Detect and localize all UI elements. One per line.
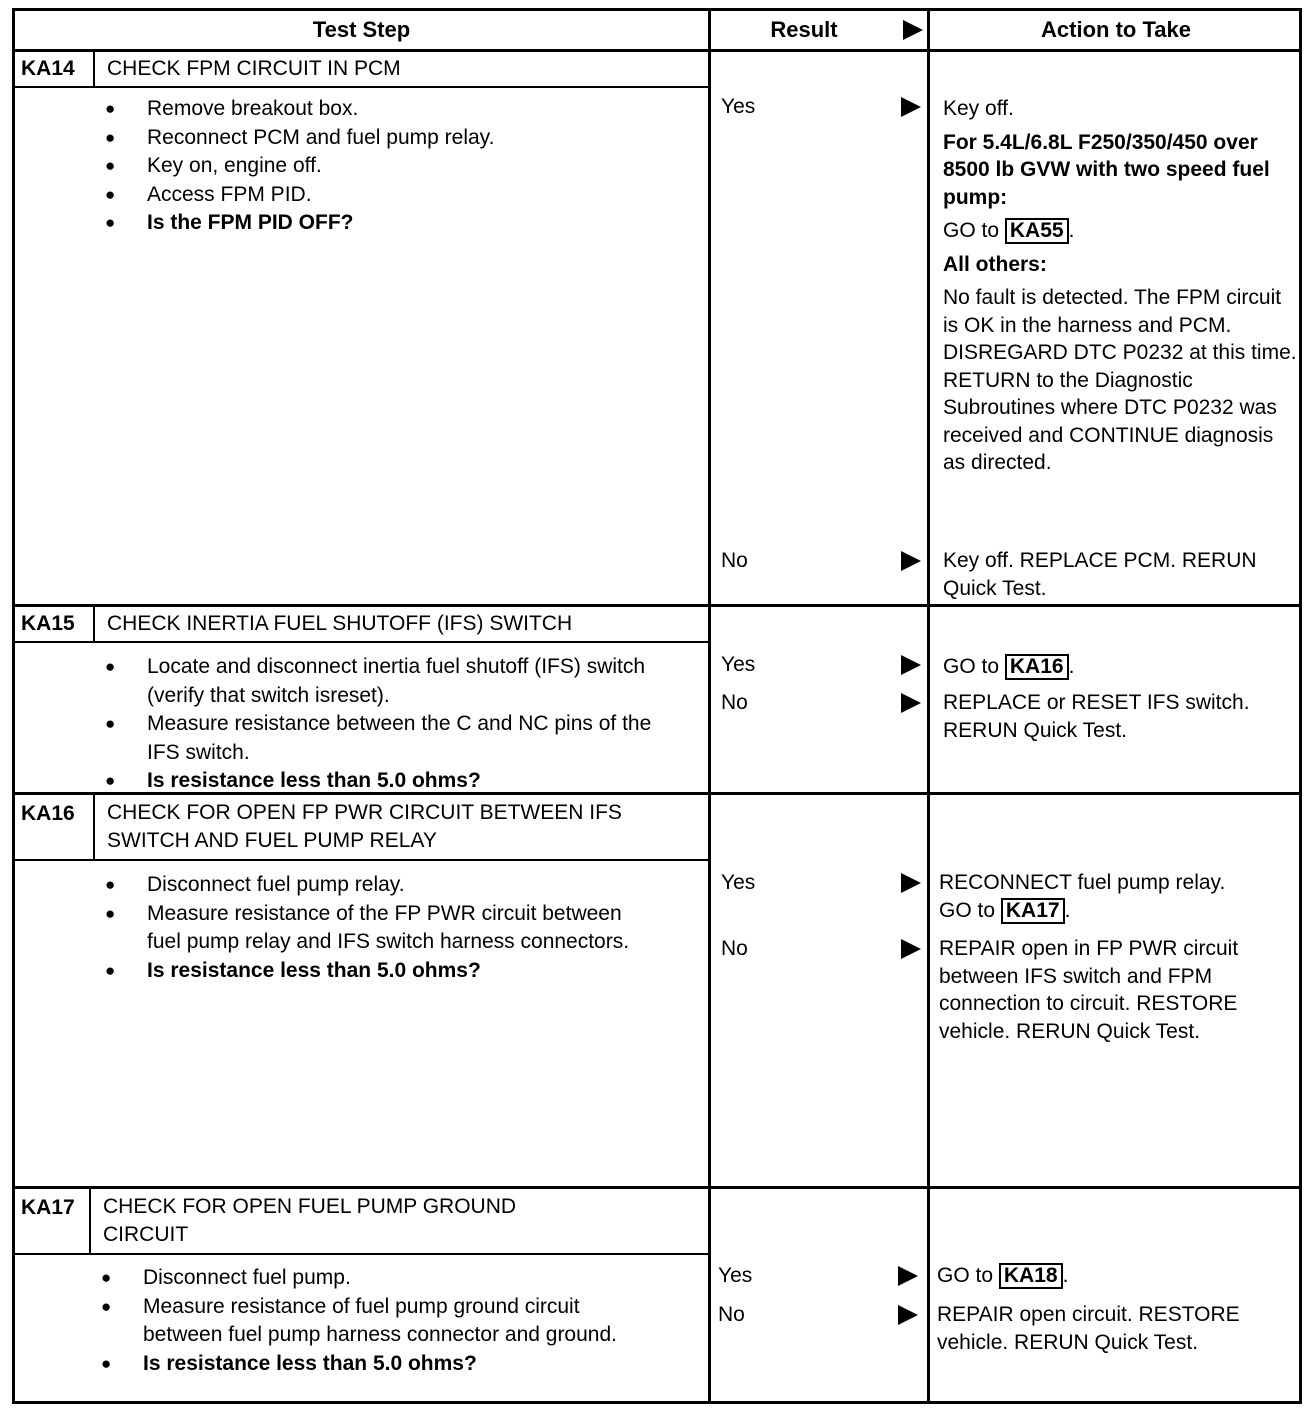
diagnostic-table	[12, 8, 1302, 1404]
list-item: ● Measure resistance of the FP PWR circuit between fuel pump relay and IFS switch harness connectors.	[105, 900, 645, 957]
step-title: CHECK FPM CIRCUIT IN PCM	[95, 52, 708, 88]
result-yes-label: Yes	[721, 871, 756, 894]
result-yes-label: Yes	[718, 1264, 753, 1287]
list-item: ● Measure resistance between the C and NC pins of the IFS switch.	[105, 710, 665, 767]
list-item: ● Key on, engine off.	[105, 152, 695, 181]
step-reference: KA16	[1005, 654, 1069, 680]
header-result: Result	[770, 17, 838, 42]
action-text: No fault is detected. The FPM circuit is OK in the harness and PCM. DISREGARD DTC P0232 at this time. RETURN to the Diagnostic Subroutines where DTC P0232 was received and CONTINUE diagnosis as directed.	[943, 286, 1297, 474]
goto-label: GO to	[943, 655, 1000, 678]
step-bullets	[105, 653, 665, 796]
list-item: ● Reconnect PCM and fuel pump relay.	[105, 124, 695, 153]
column-divider	[927, 11, 930, 1401]
header-test-step: Test Step	[312, 17, 411, 42]
goto-label: GO to	[943, 219, 1000, 242]
action-yes	[939, 869, 1289, 924]
arrow-icon	[901, 693, 921, 713]
result-no-label: No	[721, 691, 748, 714]
action-yes: GO to KA18 .	[937, 1264, 1069, 1287]
list-item: ● Is the FPM PID OFF?	[105, 209, 695, 238]
result-yes-label: Yes	[721, 653, 756, 676]
action-goto: GO to KA55 .	[943, 219, 1075, 242]
arrow-icon	[901, 97, 921, 117]
result-yes	[721, 95, 755, 119]
step-id: KA15	[15, 607, 95, 643]
result-no-label: No	[718, 1303, 745, 1326]
goto-label: GO to	[937, 1264, 994, 1287]
result-yes	[721, 653, 755, 677]
arrow-icon	[901, 655, 921, 675]
arrow-icon	[898, 1305, 918, 1325]
action-text: Key off.	[943, 97, 1014, 120]
action-no: REPAIR open in FP PWR circuit between IFS switch and FPM connection to circuit. RESTORE vehicle. RERUN Quick Test.	[939, 937, 1239, 1043]
result-yes-label: Yes	[721, 95, 756, 118]
header-action: Action to Take	[1041, 17, 1191, 42]
action-no: Key off. REPLACE PCM. RERUN Quick Test.	[943, 549, 1257, 600]
list-item: ● Is resistance less than 5.0 ohms?	[105, 957, 645, 986]
result-no	[721, 549, 748, 573]
step-id: KA14	[15, 52, 95, 88]
action-yes: GO to KA16 .	[943, 655, 1075, 678]
arrow-icon	[901, 939, 921, 959]
action-condition: All others:	[943, 252, 1047, 276]
list-item: ● Measure resistance of fuel pump ground circuit between fuel pump harness connector and ground.	[101, 1293, 661, 1350]
list-item: ● Remove breakout box.	[105, 95, 695, 124]
step-title: CHECK INERTIA FUEL SHUTOFF (IFS) SWITCH	[95, 607, 708, 643]
result-no-label: No	[721, 937, 748, 960]
step-bullets	[105, 871, 645, 985]
result-yes	[718, 1264, 752, 1288]
step-id: KA16	[15, 795, 95, 861]
result-no	[721, 937, 748, 961]
list-item: ● Disconnect fuel pump relay.	[105, 871, 645, 900]
step-reference: KA55	[1005, 218, 1069, 244]
action-goto: GO to KA17 .	[939, 898, 1071, 922]
list-item: ● Is resistance less than 5.0 ohms?	[105, 767, 665, 796]
list-item: ● Access FPM PID.	[105, 181, 695, 210]
step-reference: KA17	[1001, 898, 1065, 924]
result-no	[721, 691, 748, 715]
list-item: ● Disconnect fuel pump.	[101, 1264, 661, 1293]
action-yes	[943, 95, 1298, 483]
list-item: ● Is resistance less than 5.0 ohms?	[101, 1350, 661, 1379]
result-no	[718, 1303, 745, 1327]
list-item: ● Locate and disconnect inertia fuel shutoff (IFS) switch (verify that switch isreset).	[105, 653, 665, 710]
arrow-icon	[903, 20, 923, 40]
arrow-icon	[898, 1266, 918, 1286]
step-bullets	[105, 95, 695, 238]
result-yes	[721, 871, 755, 895]
step-id: KA17	[15, 1189, 91, 1255]
action-condition: For 5.4L/6.8L F250/350/450 over 8500 lb GVW with two speed fuel pump:	[943, 130, 1270, 209]
step-title: CHECK FOR OPEN FUEL PUMP GROUND CIRCUIT	[91, 1189, 708, 1255]
action-text: RECONNECT fuel pump relay.	[939, 871, 1226, 894]
arrow-icon	[901, 551, 921, 571]
result-no-label: No	[721, 549, 748, 572]
column-divider	[708, 11, 711, 1401]
step-bullets	[101, 1264, 661, 1378]
arrow-icon	[901, 873, 921, 893]
goto-label: GO to	[939, 898, 996, 922]
step-reference: KA18	[999, 1263, 1063, 1289]
action-no: REPLACE or RESET IFS switch. RERUN Quick Test.	[943, 691, 1250, 742]
step-title: CHECK FOR OPEN FP PWR CIRCUIT BETWEEN IFS SWITCH AND FUEL PUMP RELAY	[95, 795, 708, 861]
action-no: REPAIR open circuit. RESTORE vehicle. RERUN Quick Test.	[937, 1303, 1240, 1354]
